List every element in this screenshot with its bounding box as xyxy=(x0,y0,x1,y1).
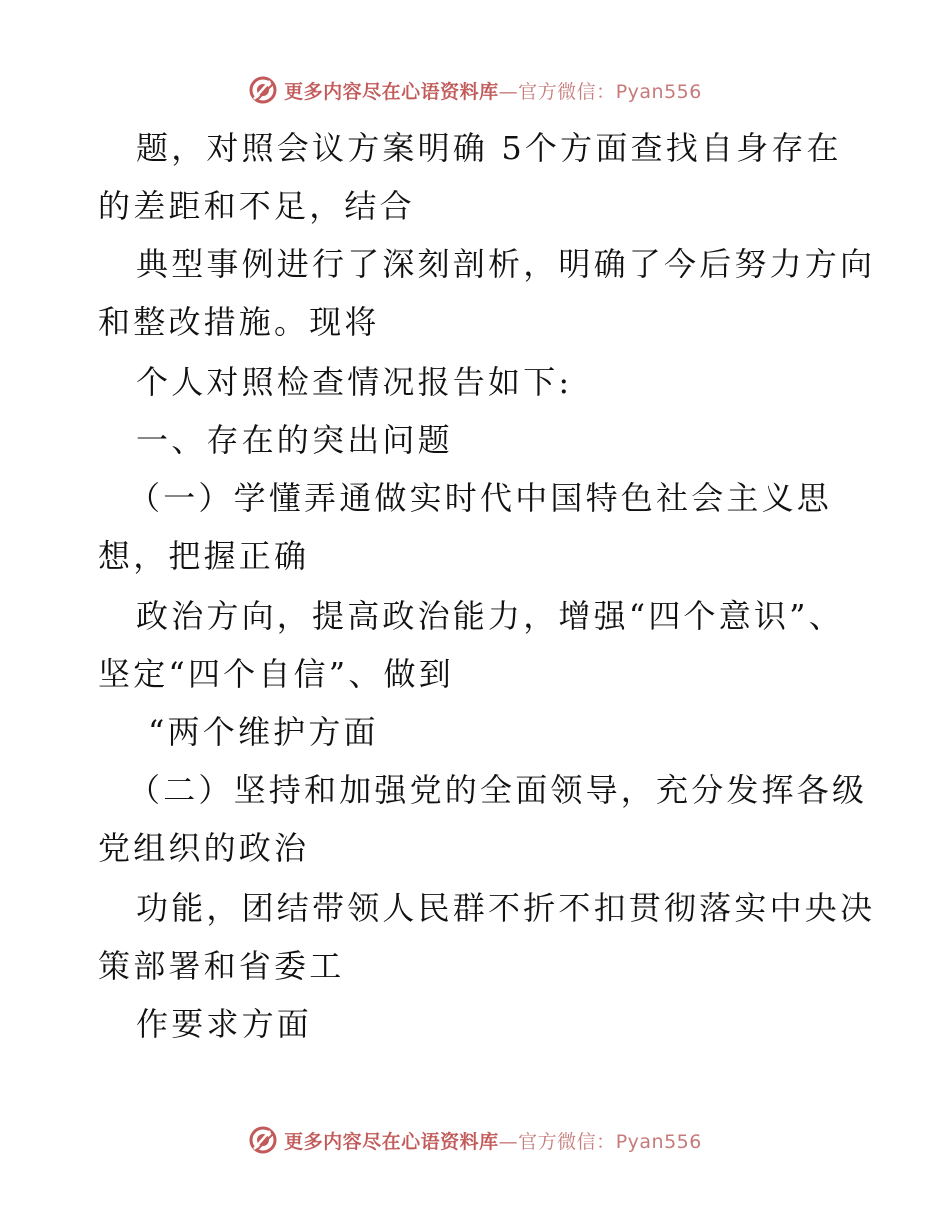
paragraph-line: 的差距和不足，结合 xyxy=(98,187,415,225)
banner-account: Pyan556 xyxy=(615,80,702,103)
banner-account: Pyan556 xyxy=(615,1130,702,1153)
paragraph-line: “两个维护方面 xyxy=(148,713,379,751)
banner-main-text: 更多内容尽在心语资料库 xyxy=(284,1130,499,1153)
banner-official-label: 官方微信： xyxy=(518,80,616,103)
footer-watermark-banner xyxy=(0,1122,950,1158)
banner-separator: — xyxy=(498,1130,519,1153)
paragraph-line: 想，把握正确 xyxy=(98,537,310,575)
banner-official-label: 官方微信： xyxy=(518,1130,616,1153)
header-watermark-banner xyxy=(0,72,950,108)
paragraph-line: 作要求方面 xyxy=(136,1005,313,1043)
banner-main-text: 更多内容尽在心语资料库 xyxy=(284,80,499,103)
paragraph-line: 个人对照检查情况报告如下: xyxy=(136,363,573,401)
banner-separator: — xyxy=(498,80,519,103)
subsection-heading: （二）坚持和加强党的全面领导，充分发挥各级 xyxy=(128,771,868,809)
paragraph-line: 策部署和省委工 xyxy=(98,947,345,985)
paragraph-line: 和整改措施。现将 xyxy=(98,303,380,341)
paragraph-line: 政治方向，提高政治能力，增强“四个意识”、 xyxy=(136,597,844,635)
banner-text xyxy=(284,77,702,104)
paragraph-line: 题，对照会议方案明确 5个方面查找自身存在 xyxy=(136,129,842,167)
paragraph-line: 党组织的政治 xyxy=(98,829,310,867)
section-heading: 一、存在的突出问题 xyxy=(136,421,453,459)
subsection-heading: （一）学懂弄通做实时代中国特色社会主义思 xyxy=(128,479,833,517)
paragraph-line: 功能，团结带领人民群不折不扣贯彻落实中央决 xyxy=(136,889,876,927)
paragraph-line: 典型事例进行了深刻剖析，明确了今后努力方向 xyxy=(136,245,876,283)
seal-logo-icon xyxy=(248,75,278,105)
banner-text xyxy=(284,1127,702,1154)
paragraph-line: 坚定“四个自信”、做到 xyxy=(98,655,454,693)
seal-logo-icon xyxy=(248,1125,278,1155)
